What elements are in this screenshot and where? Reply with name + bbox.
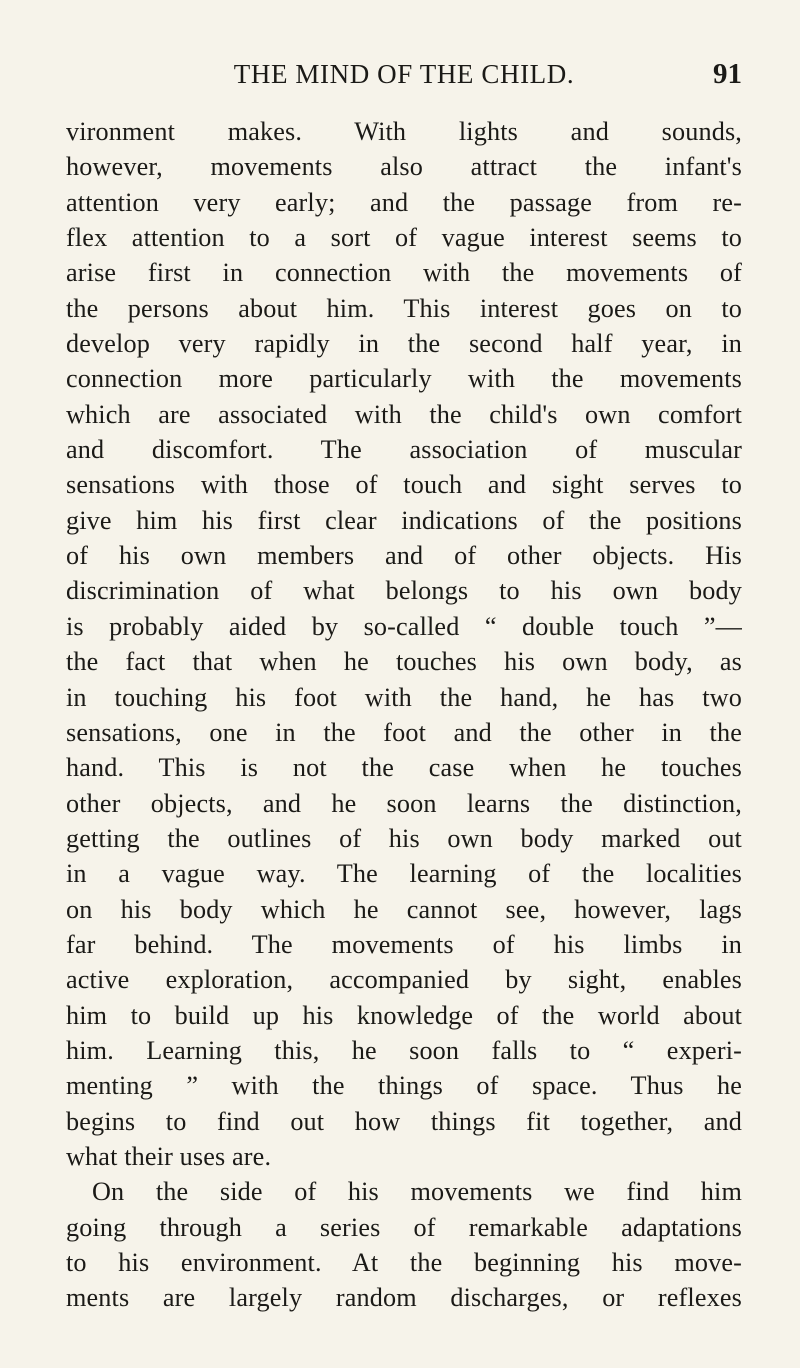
text-line: however, movements also attract the infant's (66, 152, 742, 182)
text-line: of his own members and of other objects. His (66, 541, 742, 571)
text-line: flex attention to a sort of vague interest seems to (66, 223, 742, 253)
text-line: to his environment. At the beginning his move- (66, 1248, 742, 1277)
text-line: the persons about him. This interest goes on to (66, 293, 742, 323)
text-line: hand. This is not the case when he touches (66, 753, 742, 783)
page-number: 91 (713, 58, 742, 90)
text-line: begins to find out how things fit together, and (66, 1106, 742, 1136)
text-line: active exploration, accompanied by sight, enables (66, 965, 742, 995)
page-header (66, 56, 742, 96)
text-line: him. Learning this, he soon falls to “ experi- (66, 1035, 742, 1065)
text-line: connection more particularly with the movements (66, 364, 742, 394)
text-line: in touching his foot with the hand, he has two (66, 682, 742, 712)
text-line: far behind. The movements of his limbs in (66, 929, 742, 959)
text-line: give him his first clear indications of the positions (66, 505, 742, 535)
text-line: menting ” with the things of space. Thus he (66, 1071, 742, 1101)
text-line: going through a series of remarkable adaptations (66, 1212, 742, 1242)
text-line: ments are largely random discharges, or reflexes (66, 1283, 742, 1313)
text-line: him to build up his knowledge of the world about (66, 1000, 742, 1030)
text-line: attention very early; and the passage from re- (66, 187, 742, 217)
text-line: and discomfort. The association of muscular (66, 435, 742, 465)
text-line: which are associated with the child's own comfort (66, 399, 742, 429)
text-line: sensations with those of touch and sight serves to (66, 470, 742, 500)
text-line: vironment makes. With lights and sounds, (66, 117, 742, 146)
running-title: THE MIND OF THE CHILD. (233, 59, 575, 89)
text-line: in a vague way. The learning of the localities (66, 859, 742, 889)
text-line: sensations, one in the foot and the other in the (66, 717, 742, 747)
text-line: getting the outlines of his own body marked out (66, 823, 742, 853)
text-line: the fact that when he touches his own body, as (66, 647, 742, 677)
text-line: what their uses are. (66, 1141, 272, 1171)
text-line: discrimination of what belongs to his own body (66, 576, 742, 606)
body-text (66, 114, 742, 1316)
text-line: on his body which he cannot see, however, lags (66, 894, 742, 924)
text-line: is probably aided by so-called “ double touch ”— (66, 611, 742, 641)
text-line: other objects, and he soon learns the distinction, (66, 788, 742, 818)
text-line: develop very rapidly in the second half year, in (66, 329, 742, 359)
text-line: On the side of his movements we find him (92, 1177, 742, 1207)
text-line: arise first in connection with the movements of (66, 258, 742, 288)
